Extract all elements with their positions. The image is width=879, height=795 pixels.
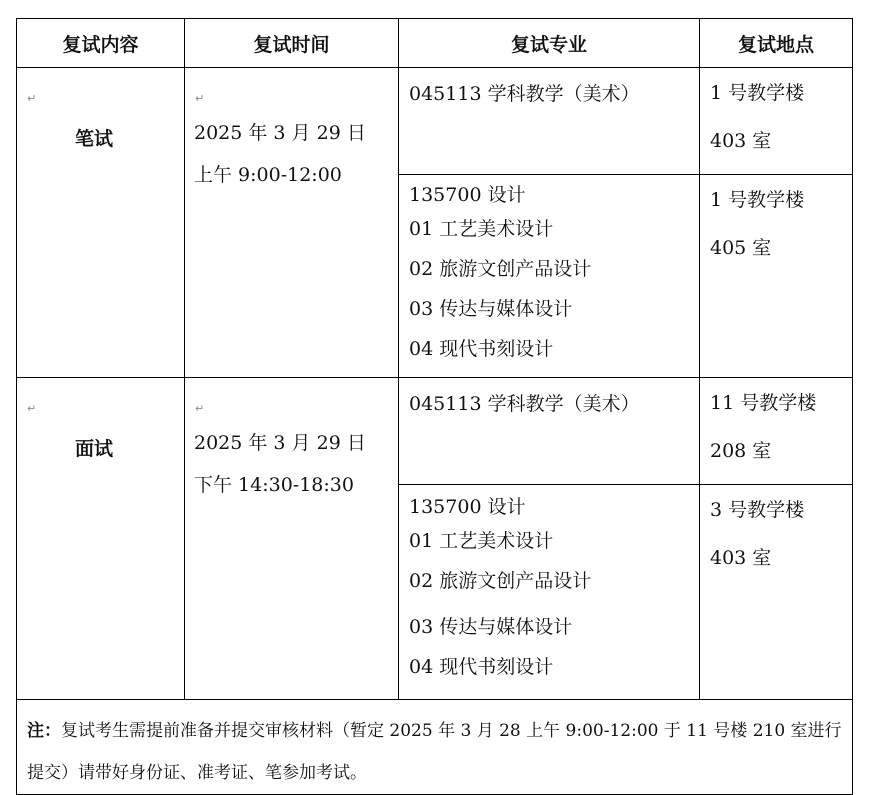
major-list (399, 68, 699, 108)
paragraph-mark-icon: ↵ (27, 92, 37, 105)
location-building: 3 号教学楼 (710, 499, 805, 521)
exam-date: 2025 年 3 月 29 日 (194, 432, 366, 454)
paragraph-mark-icon: ↵ (195, 92, 205, 105)
exam-type: 面试 (75, 438, 114, 460)
table-row (17, 378, 853, 485)
location-building: 11 号教学楼 (710, 392, 817, 414)
header-row (17, 19, 853, 68)
exam-hours: 上午 9:00-12:00 (194, 164, 342, 186)
location-cell (700, 378, 853, 485)
location-room: 403 室 (710, 547, 772, 569)
major-item: 02 旅游文创产品设计 (409, 570, 592, 592)
major-item: 01 工艺美术设计 (409, 218, 554, 240)
exam-type-cell (17, 378, 185, 700)
note-row (17, 700, 853, 795)
major-item: 01 工艺美术设计 (409, 530, 554, 552)
table-row (17, 68, 853, 175)
exam-time (194, 112, 366, 196)
exam-time-cell (185, 68, 399, 378)
location-cell (700, 68, 853, 175)
note-text: 复试考生需提前准备并提交审核材料（暂定 2025 年 3 月 28 上午 9:00-12:00 于 11 号楼 210 室进行提交）请带好身份证、准考证、笔参加考试。 (27, 721, 842, 783)
exam-hours: 下午 14:30-18:30 (194, 474, 354, 496)
note-label: 注： (27, 721, 61, 741)
major-item: 045113 学科教学（美术） (409, 83, 640, 105)
location (700, 175, 852, 281)
major-cell (399, 378, 700, 485)
schedule-table (16, 18, 853, 795)
exam-time-cell (185, 378, 399, 700)
paragraph-mark-icon: ↵ (195, 402, 205, 415)
major-item: 04 现代书刻设计 (409, 338, 554, 360)
note (17, 700, 852, 794)
location (700, 485, 852, 591)
location-room: 403 室 (710, 130, 772, 152)
major-item: 03 传达与媒体设计 (409, 616, 573, 638)
major-cell (399, 175, 700, 378)
major-item: 135700 设计 (409, 496, 526, 518)
location-building: 1 号教学楼 (710, 189, 805, 211)
major-item: 04 现代书刻设计 (409, 656, 554, 678)
note-cell (17, 700, 853, 795)
major-item: 135700 设计 (409, 184, 526, 206)
location-cell (700, 175, 853, 378)
exam-type: 笔试 (75, 128, 114, 150)
header-time: 复试时间 (185, 19, 399, 68)
paragraph-mark-icon: ↵ (27, 402, 37, 415)
major-cell (399, 485, 700, 700)
exam-type-cell (17, 68, 185, 378)
exam-date: 2025 年 3 月 29 日 (194, 122, 366, 144)
exam-time (194, 422, 366, 506)
location-building: 1 号教学楼 (710, 82, 805, 104)
location (700, 68, 852, 174)
location (700, 378, 852, 484)
major-item: 02 旅游文创产品设计 (409, 258, 592, 280)
header-location: 复试地点 (700, 19, 853, 68)
header-content: 复试内容 (17, 19, 185, 68)
location-room: 208 室 (710, 440, 772, 462)
major-list (399, 378, 699, 418)
location-room: 405 室 (710, 237, 772, 259)
header-major: 复试专业 (399, 19, 700, 68)
location-cell (700, 485, 853, 700)
major-list (399, 485, 699, 687)
major-cell (399, 68, 700, 175)
major-list (399, 175, 699, 369)
major-item: 045113 学科教学（美术） (409, 393, 640, 415)
major-item: 03 传达与媒体设计 (409, 298, 573, 320)
